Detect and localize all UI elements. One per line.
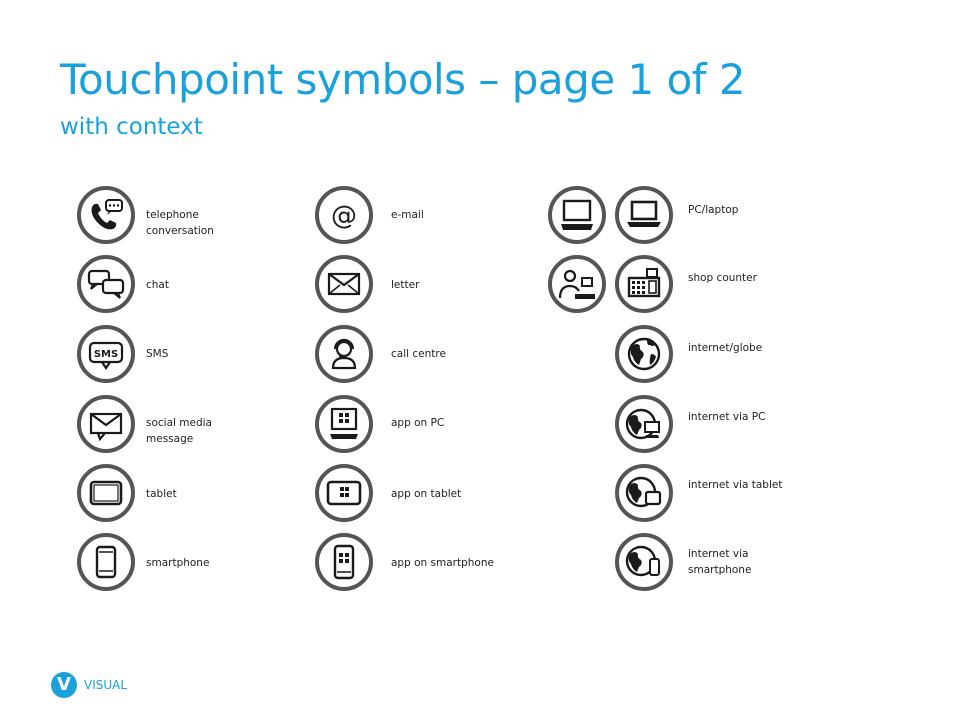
telephone-icon <box>76 185 136 245</box>
label-app-smartphone: app on smartphone <box>391 557 494 569</box>
globe-tablet-icon <box>614 463 674 523</box>
label-internet-smartphone: internet via smartphone <box>688 548 752 576</box>
pc-app-icon <box>314 394 374 454</box>
smartphone-app-icon <box>314 532 374 592</box>
chat-bubbles-icon <box>76 254 136 314</box>
label-email: e-mail <box>391 209 424 221</box>
visual-logo: V <box>51 672 77 698</box>
globe-icon <box>614 324 674 384</box>
label-shop-counter: shop counter <box>688 272 757 284</box>
label-app-pc: app on PC <box>391 417 445 429</box>
label-internet-tablet: internet via tablet <box>688 479 783 491</box>
label-smartphone: smartphone <box>146 557 210 569</box>
headset-agent-icon <box>314 324 374 384</box>
label-sms: SMS <box>146 348 169 360</box>
page-title: Touchpoint symbols – page 1 of 2 <box>60 55 746 104</box>
tablet-app-icon <box>314 463 374 523</box>
label-pc-laptop: PC/laptop <box>688 204 739 216</box>
label-internet-globe: internet/globe <box>688 342 763 354</box>
label-internet-pc: internet via PC <box>688 411 766 423</box>
smartphone-icon <box>76 532 136 592</box>
brand-name: VISUAL <box>84 678 128 692</box>
shop-person-icon <box>547 254 607 314</box>
label-telephone: telephone conversation <box>146 209 214 237</box>
globe-pc-icon <box>614 394 674 454</box>
at-sign-icon <box>314 185 374 245</box>
cash-register-icon <box>614 254 674 314</box>
tablet-icon <box>76 463 136 523</box>
social-message-icon <box>76 394 136 454</box>
label-letter: letter <box>391 279 420 291</box>
sms-icon <box>76 324 136 384</box>
globe-smartphone-icon <box>614 532 674 592</box>
svg-text:@: @ <box>331 201 357 231</box>
label-call-centre: call centre <box>391 348 446 360</box>
page-subtitle: with context <box>60 114 203 140</box>
laptop-icon <box>614 185 674 245</box>
desktop-pc-icon <box>547 185 607 245</box>
label-social-message: social media message <box>146 417 212 445</box>
label-app-tablet: app on tablet <box>391 488 462 500</box>
svg-text:SMS: SMS <box>93 349 119 360</box>
envelope-icon <box>314 254 374 314</box>
label-chat: chat <box>146 279 169 291</box>
label-tablet: tablet <box>146 488 177 500</box>
